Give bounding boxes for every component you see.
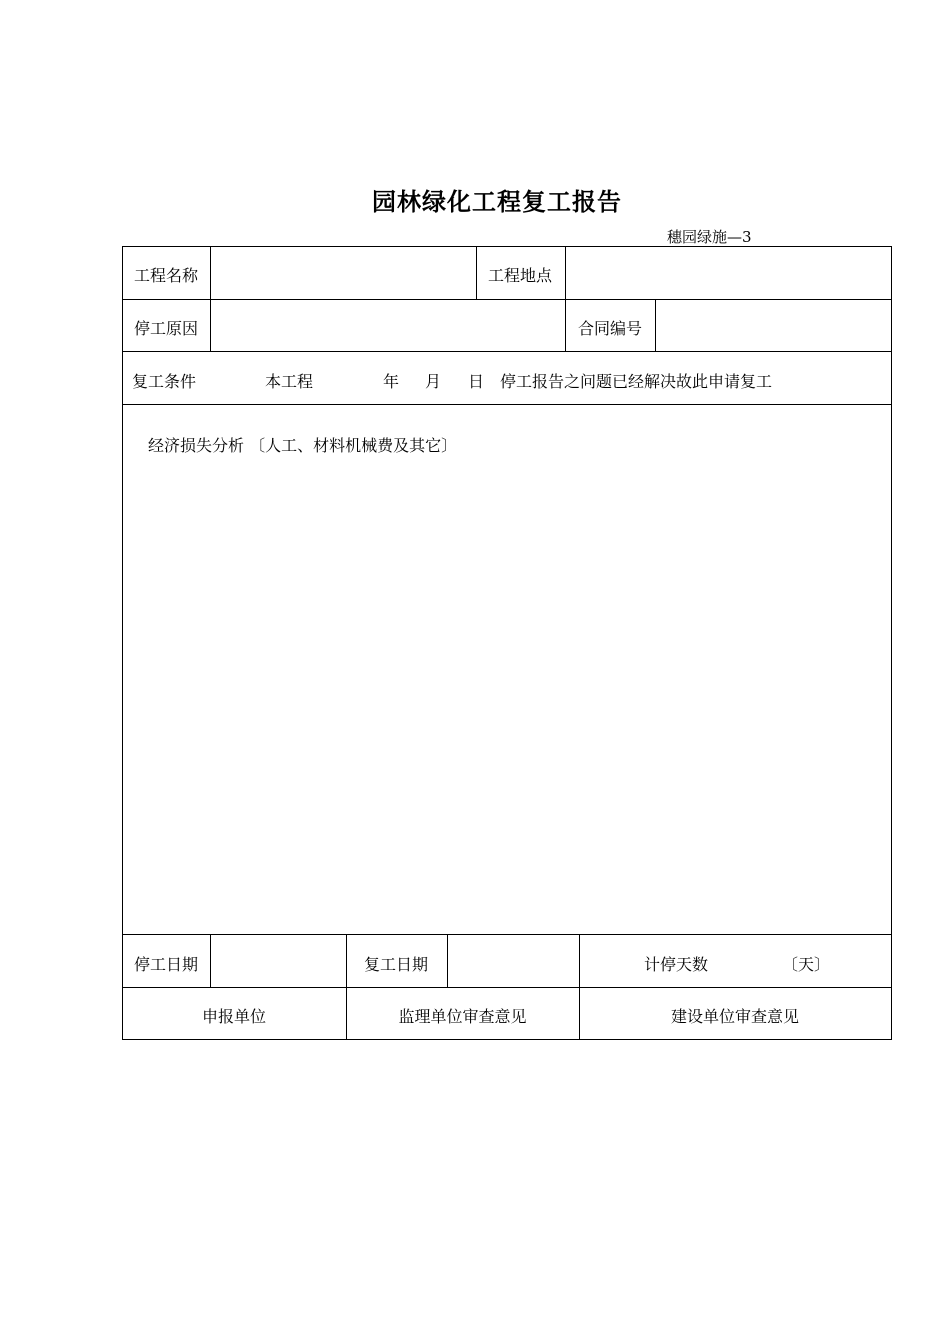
col-divider bbox=[210, 246, 211, 299]
row-divider bbox=[122, 351, 892, 352]
resume-statement: 停工报告之问题已经解决故此申请复工 bbox=[500, 372, 773, 391]
resume-date-label: 复工日期 bbox=[364, 955, 429, 974]
stop-date-field[interactable] bbox=[215, 938, 341, 983]
day-text: 日 bbox=[468, 372, 485, 391]
col-divider bbox=[476, 246, 477, 299]
stop-date-label: 停工日期 bbox=[134, 955, 199, 974]
row-divider bbox=[122, 987, 892, 988]
project-location-field[interactable] bbox=[570, 250, 886, 296]
col-divider bbox=[210, 934, 211, 987]
stop-reason-label: 停工原因 bbox=[134, 319, 199, 338]
table-border-left bbox=[122, 246, 123, 1040]
year-text: 年 bbox=[383, 372, 400, 391]
project-location-label: 工程地点 bbox=[488, 266, 553, 285]
month-text: 月 bbox=[425, 372, 442, 391]
builder-opinion-label: 建设单位审查意见 bbox=[670, 1007, 799, 1026]
contract-no-label: 合同编号 bbox=[578, 319, 643, 338]
col-divider bbox=[579, 934, 580, 987]
supervisor-opinion-label: 监理单位审查意见 bbox=[398, 1007, 527, 1026]
loss-analysis-label: 经济损失分析 〔人工、材料机械费及其它〕 bbox=[148, 436, 458, 455]
days-unit: 〔天〕 bbox=[782, 955, 831, 974]
col-divider bbox=[565, 299, 566, 351]
col-divider bbox=[447, 934, 448, 987]
col-divider bbox=[346, 934, 347, 987]
row-divider bbox=[122, 934, 892, 935]
row-divider bbox=[122, 299, 892, 300]
table-border-top bbox=[122, 246, 892, 247]
table-border-right bbox=[891, 246, 892, 1040]
row-divider bbox=[122, 404, 892, 405]
resume-date-field[interactable] bbox=[452, 938, 574, 983]
resume-report-form bbox=[122, 246, 892, 1040]
table-border-bottom bbox=[122, 1039, 892, 1040]
this-project-text: 本工程 bbox=[265, 372, 314, 391]
form-code: 穗园绿施—3 bbox=[667, 228, 752, 246]
stop-days-label: 计停天数 bbox=[644, 955, 709, 974]
reporting-unit-label: 申报单位 bbox=[201, 1007, 266, 1026]
contract-no-field[interactable] bbox=[660, 303, 886, 348]
loss-analysis-field[interactable] bbox=[128, 460, 886, 930]
project-name-field[interactable] bbox=[215, 250, 471, 296]
col-divider bbox=[565, 246, 566, 299]
stop-reason-field[interactable] bbox=[215, 303, 561, 348]
project-name-label: 工程名称 bbox=[134, 266, 199, 285]
col-divider bbox=[210, 299, 211, 351]
resume-condition-label: 复工条件 bbox=[132, 372, 197, 391]
col-divider bbox=[655, 299, 656, 351]
document-title: 园林绿化工程复工报告 bbox=[372, 188, 622, 216]
